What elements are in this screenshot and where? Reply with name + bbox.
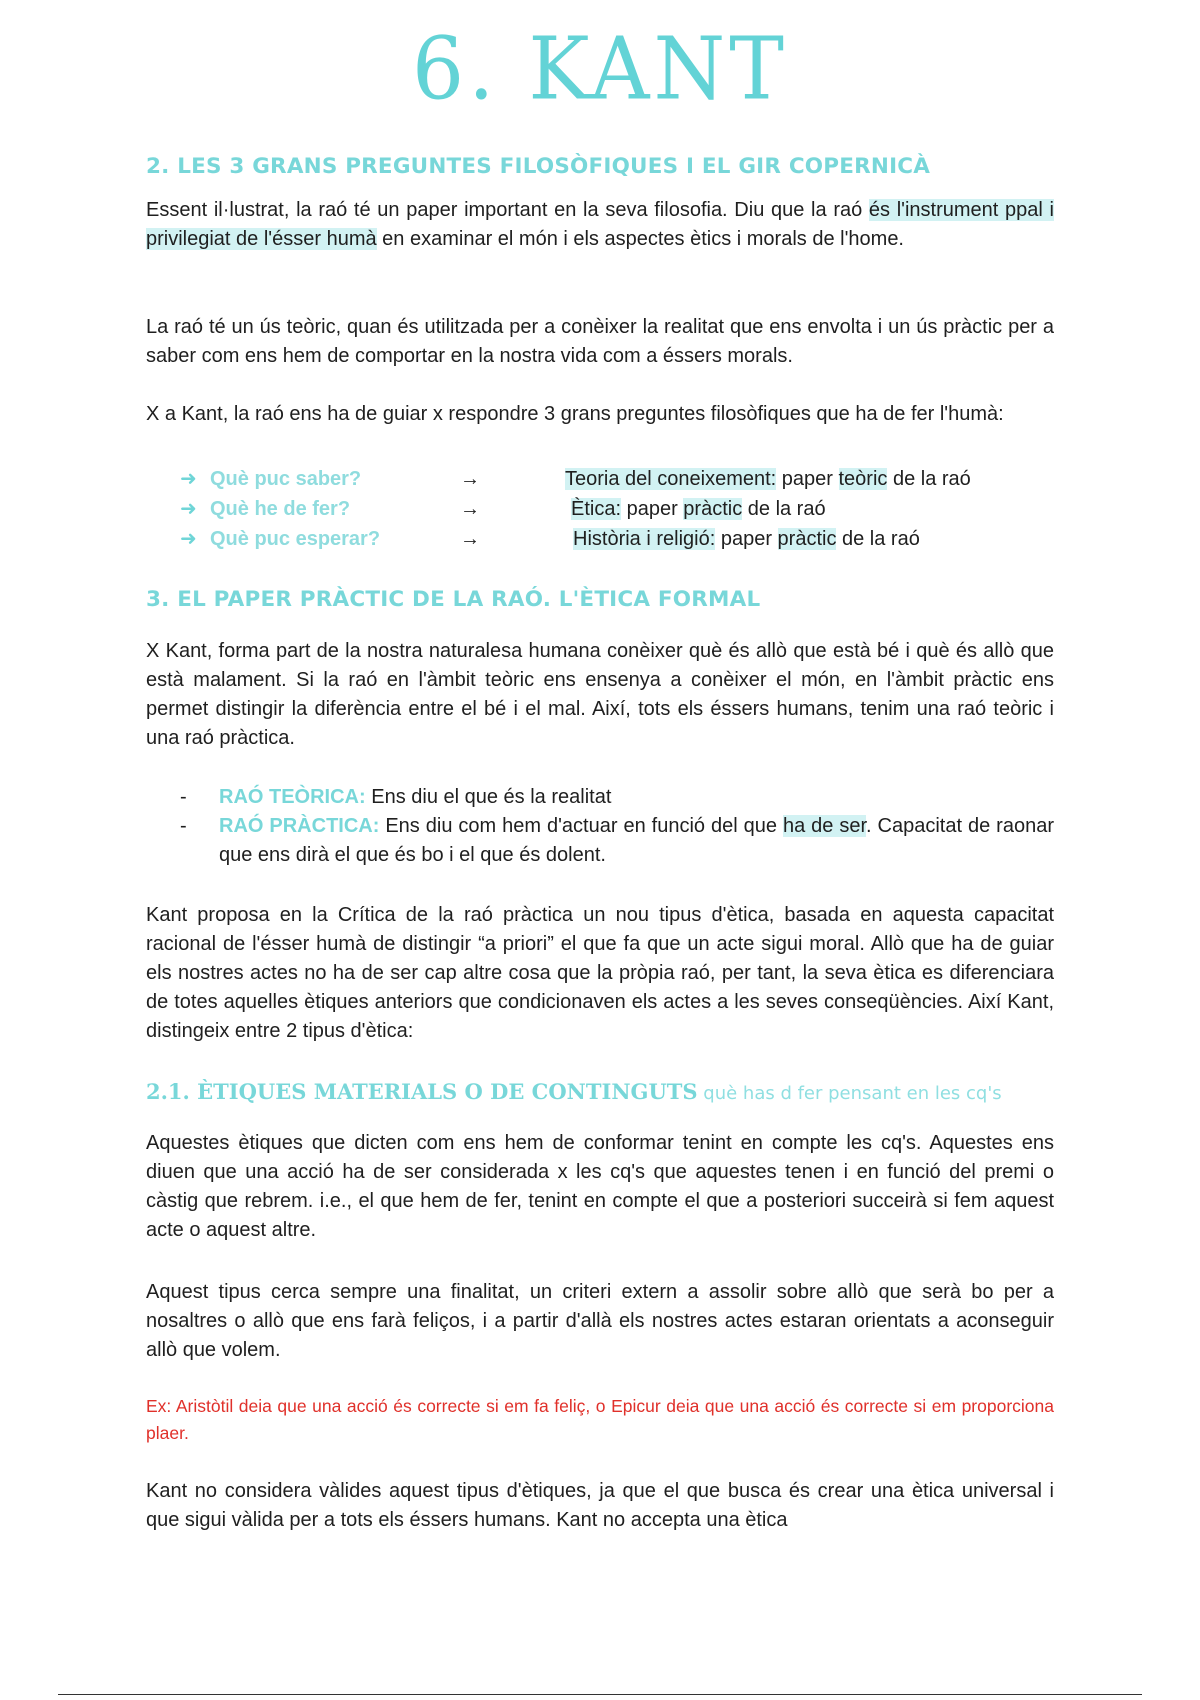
section-2-1-paragraph-2: Aquest tipus cerca sempre una finalitat, un criteri extern a assolir sobre allò que serà bo per a nosaltres o allò que ens farà feliços, i a partir d'allà els nostres actes estaran orientats a aconseguir allò que volem. xyxy=(146,1281,1054,1361)
list-item-body xyxy=(219,812,1054,870)
page-bottom-rule xyxy=(58,1694,1142,1695)
highlighted-text: pràctic xyxy=(777,528,837,550)
text-run: Ens diu com hem d'actuar en funció del que xyxy=(379,815,783,837)
question-text: Què puc saber? xyxy=(210,468,362,490)
highlighted-text: Història i religió: xyxy=(573,528,716,550)
highlighted-text: és l'instrument ppal i privilegiat de l'ésser humà xyxy=(146,199,1054,250)
text-run: Essent il·lustrat, la raó té un paper important en la seva filosofia. Diu que la raó xyxy=(146,199,869,221)
answer-text xyxy=(571,495,826,524)
section-2-paragraph-2: La raó té un ús teòric, quan és utilitzada per a conèixer la realitat que ens envolta i un ús pràctic per a saber com ens hem de comportar en la nostra vida com a éssers morals. xyxy=(146,316,1054,367)
arrow-bullet-icon: ➜ xyxy=(180,498,197,520)
list-term: RAÓ PRÀCTICA: xyxy=(219,815,380,837)
section-3-paragraph-1: X Kant, forma part de la nostra naturalesa humana conèixer què és allò que està bé i què és allò que està malament. Si la raó en l'àmbit teòric ens ensenya a conèixer el món, en l'àmbit pràctic ens permet distingir la diferència entre el bé i el mal. Així, tots els éssers humans, tenim una raó teòric i una raó pràctica. xyxy=(146,640,1054,749)
document-title: 6. KANT xyxy=(412,19,788,120)
arrow-bullet-icon: ➜ xyxy=(180,528,197,550)
highlighted-text: Teoria del coneixement: xyxy=(565,468,777,490)
question-text: Què puc esperar? xyxy=(210,528,381,550)
section-2-heading: 2. LES 3 GRANS PREGUNTES FILOSÒFIQUES I EL GIR COPERNICÀ xyxy=(146,154,931,179)
right-arrow-icon: → xyxy=(460,468,480,490)
section-2-paragraph-3: X a Kant, la raó ens ha de guiar x respondre 3 grans preguntes filosòfiques que ha de fer l'humà: xyxy=(146,403,1004,425)
right-arrow-icon: → xyxy=(460,528,480,550)
text-run: de la raó xyxy=(887,468,971,490)
list-dash: - xyxy=(180,786,187,808)
highlighted-text: teòric xyxy=(838,468,888,490)
arrow-bullet-icon: ➜ xyxy=(180,468,197,490)
section-2-1-heading xyxy=(146,1079,1002,1104)
section-2-paragraph-1 xyxy=(146,196,1054,254)
section-2-1-paragraph-3: Kant no considera vàlides aquest tipus d'ètiques, ja que el que busca és crear una ètica universal i que sigui vàlida per a tots els éssers humans. Kant no accepta una ètica xyxy=(146,1480,1054,1531)
question-row xyxy=(180,525,920,554)
text-run: de la raó xyxy=(836,528,920,550)
answer-text xyxy=(565,465,971,494)
text-run: Ens diu el que és la realitat xyxy=(365,786,612,808)
highlighted-text: pràctic xyxy=(683,498,743,520)
question-row xyxy=(180,495,826,524)
text-run: . Capacitat de raonar que ens dirà el que és bo i el que és dolent. xyxy=(219,815,1054,866)
list-item-body xyxy=(219,783,1054,812)
text-run: en examinar el món i els aspectes ètics i morals de l'home. xyxy=(376,228,904,250)
text-run: paper xyxy=(621,498,684,520)
text-run: paper xyxy=(715,528,778,550)
right-arrow-icon: → xyxy=(460,498,480,520)
section-3-heading: 3. EL PAPER PRÀCTIC DE LA RAÓ. L'ÈTICA FORMAL xyxy=(146,587,761,612)
question-row xyxy=(180,465,971,494)
text-run: de la raó xyxy=(742,498,826,520)
section-2-1-paragraph-1: Aquestes ètiques que dicten com ens hem de conformar tenint en compte les cq's. Aquestes ens diuen que una acció ha de ser considerada x les cq's que aquestes tenen i en funció del premi o càstig que rebrem. i.e., el que hem de fer, tenint en compte el que a posteriori succeirà si fem aquest acte o aquest altre. xyxy=(146,1132,1054,1241)
text-run: paper xyxy=(776,468,839,490)
highlighted-text: Ètica: xyxy=(571,498,622,520)
section-3-paragraph-2: Kant proposa en la Crítica de la raó pràctica un nou tipus d'ètica, basada en aquesta capacitat racional de l'ésser humà de distingir “a priori” el que fa que un acte sigui moral. Allò que ha de guiar els nostres actes no ha de ser cap altre cosa que la pròpia raó, per tant, la seva ètica es diferenciara de totes aquelles ètiques anteriors que condicionaven els actes a les seves conseqüències. Així Kant, distingeix entre 2 tipus d'ètica: xyxy=(146,904,1054,1042)
answer-text xyxy=(573,525,920,554)
highlighted-text: ha de ser xyxy=(782,815,867,837)
list-term: RAÓ TEÒRICA: xyxy=(219,786,366,808)
list-dash: - xyxy=(180,815,187,837)
list-item xyxy=(180,783,1054,812)
example-note: Ex: Aristòtil deia que una acció és correcte si em fa feliç, o Epicur deia que una acció és correcte si em proporciona plaer. xyxy=(146,1396,1054,1443)
list-item xyxy=(180,812,1054,870)
heading-text: 2.1. ÈTIQUES MATERIALS O DE CONTINGUTS xyxy=(146,1079,698,1104)
question-text: Què he de fer? xyxy=(210,498,351,520)
heading-note: què has d fer pensant en les cq's xyxy=(697,1083,1002,1104)
